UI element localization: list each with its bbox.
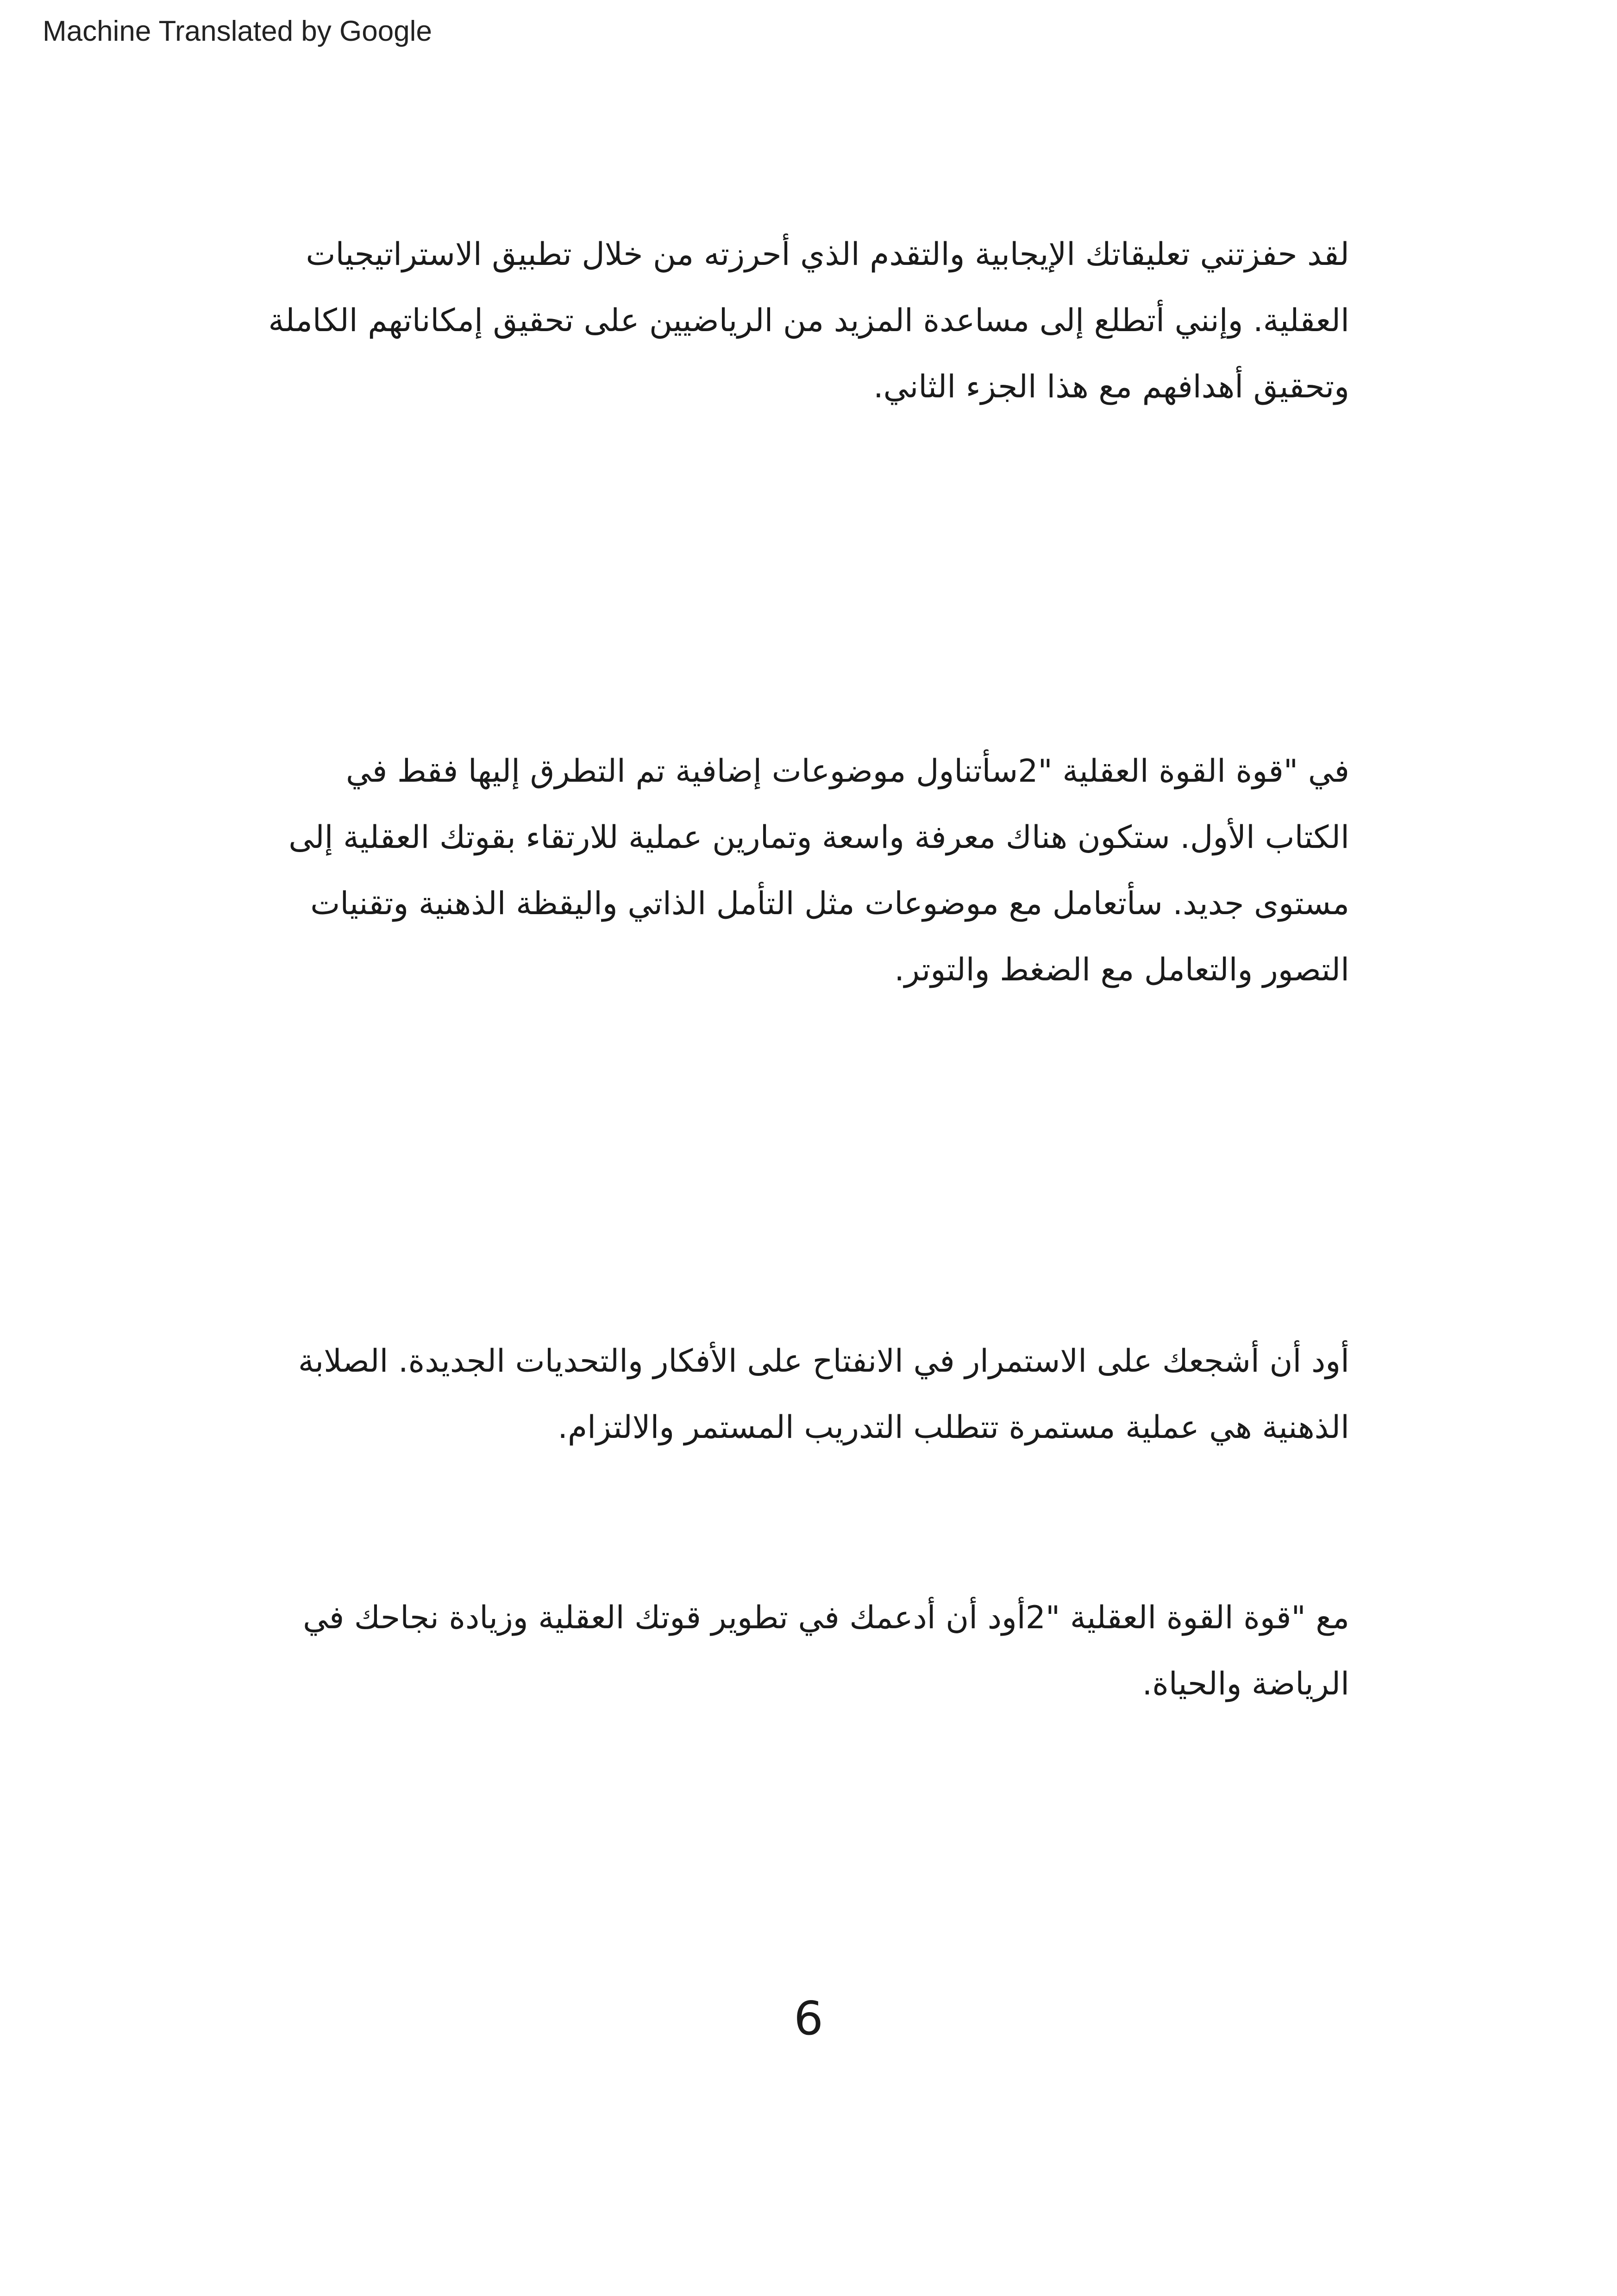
paragraph-line: الرياضة والحياة.: [1142, 1666, 1349, 1702]
machine-translation-notice: Machine Translated by Google: [43, 15, 432, 47]
paragraph-line: الكتاب الأول. ستكون هناك معرفة واسعة وتمارين عملية للارتقاء بقوتك العقلية إلى: [288, 819, 1349, 856]
paragraph-line: في "قوة القوة العقلية "2سأتناول موضوعات إضافية تم التطرق إليها فقط في: [346, 753, 1349, 790]
paragraph-line: مع "قوة القوة العقلية "2أود أن أدعمك في تطوير قوتك العقلية وزيادة نجاحك في: [303, 1600, 1349, 1636]
paragraph-line: التصور والتعامل مع الضغط والتوتر.: [894, 952, 1349, 988]
paragraph-line: لقد حفزتني تعليقاتك الإيجابية والتقدم الذي أحرزته من خلال تطبيق الاستراتيجيات: [306, 236, 1349, 273]
paragraph-line: أود أن أشجعك على الاستمرار في الانفتاح على الأفكار والتحديات الجديدة. الصلابة: [298, 1343, 1349, 1380]
paragraph-1: [268, 221, 1349, 420]
paragraph-line: مستوى جديد. سأتعامل مع موضوعات مثل التأمل الذاتي واليقظة الذهنية وتقنيات: [310, 885, 1349, 922]
paragraph-line: الذهنية هي عملية مستمرة تتطلب التدريب المستمر والالتزام.: [558, 1409, 1349, 1446]
paragraph-line: العقلية. وإنني أتطلع إلى مساعدة المزيد من الرياضيين على تحقيق إمكاناتهم الكاملة: [268, 302, 1349, 339]
paragraph-3: [280, 1328, 1349, 1461]
page-number: 6: [794, 1991, 823, 2045]
paragraph-line: وتحقيق أهدافهم مع هذا الجزء الثاني.: [873, 369, 1349, 405]
paragraph-2: [280, 738, 1349, 1003]
paragraph-4: [280, 1585, 1349, 1717]
